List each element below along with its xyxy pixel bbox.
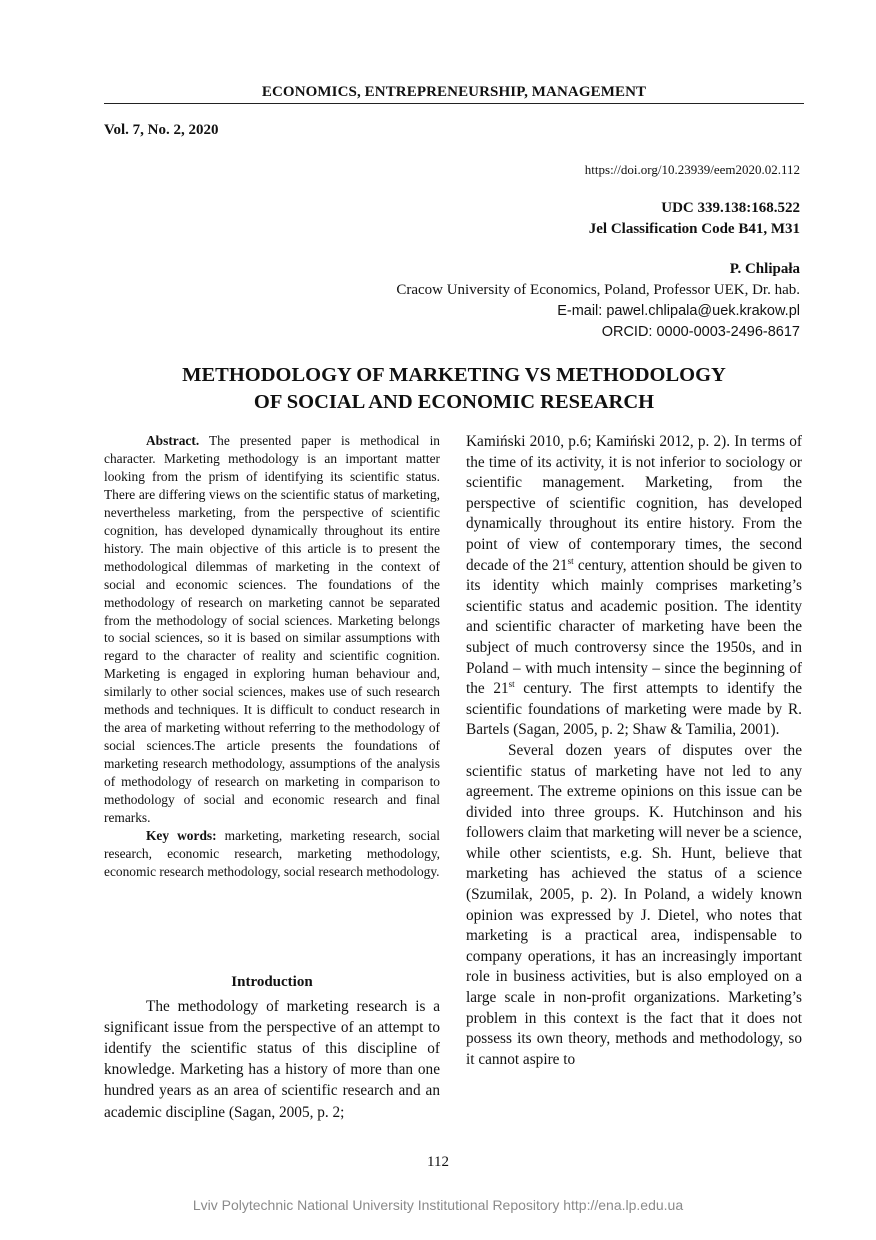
right-column bbox=[466, 432, 802, 1070]
keywords-label: Key words: bbox=[146, 827, 217, 843]
body-text: century. The first attempts to identify the scientific foundations of marketing were made by R. Bartels (Sagan, 2005, p. 2; Shaw & Tamilia, 2001). bbox=[466, 680, 803, 739]
abstract-text: The presented paper is methodical in character. Marketing methodology is an important matter looking from the prism of identifying its scientific status. There are differing views on the scientific status of marketing, nevertheless marketing, from the perspective of scientific cognition, has developed dynamically throughout its entire history. The main objective of this article is to present the methodological dilemmas of marketing in the context of social and economic sciences. The foundations of the methodology of research on marketing cannot be separated from the methodology of social sciences. Marketing belongs to social sciences, so it is based on similar assumptions with regard to the character of reality and scientific cognition. Marketing is engaged in exploring human behaviour and, similarly to other social sciences, makes use of such research methods and techniques. It is difficult to conduct research in the area of marketing without referring to the methodology of social sciences.The article presents the foundations of marketing research methodology, assumptions of the analysis of methodology of research on marketing in comparison to methodology of social and economic research and final remarks. bbox=[104, 433, 440, 826]
header-divider bbox=[104, 103, 804, 104]
doi-link[interactable]: https://doi.org/10.23939/eem2020.02.112 bbox=[584, 162, 800, 177]
author-orcid[interactable]: ORCID: 0000-0003-2496-8617 bbox=[601, 324, 800, 340]
jel-code: Jel Classification Code B41, M31 bbox=[588, 221, 800, 237]
introduction-paragraph: The methodology of marketing research is a significant issue from the perspective of an attempt to identify the scientific status of this discipline of knowledge. Marketing has a history of more than one hundred years as an area of scientific research and an academic discipline (Sagan, 2005, p. 2; bbox=[104, 998, 440, 1121]
classification-block bbox=[589, 198, 800, 240]
abstract-section bbox=[104, 432, 440, 881]
title-line-1: METHODOLOGY OF MARKETING VS METHODOLOGY bbox=[182, 364, 726, 386]
repository-footer: Lviv Polytechnic National University Institutional Repository http://ena.lp.edu.ua bbox=[192, 1197, 684, 1213]
author-affiliation: Cracow University of Economics, Poland, Professor UEK, Dr. hab. bbox=[396, 282, 800, 298]
keywords-paragraph bbox=[104, 827, 440, 881]
introduction-section bbox=[104, 972, 440, 1123]
journal-header: ECONOMICS, ENTREPRENEURSHIP, MANAGEMENT bbox=[261, 84, 647, 100]
title-line-2: OF SOCIAL AND ECONOMIC RESEARCH bbox=[253, 391, 655, 413]
ordinal-suffix: st bbox=[508, 679, 515, 690]
introduction-heading: Introduction bbox=[231, 974, 313, 990]
author-name: P. Chlipała bbox=[729, 261, 800, 277]
author-email[interactable]: E-mail: pawel.chlipala@uek.krakow.pl bbox=[557, 303, 800, 319]
ordinal-suffix: st bbox=[567, 555, 574, 566]
abstract-paragraph bbox=[104, 432, 440, 827]
volume-issue: Vol. 7, No. 2, 2020 bbox=[104, 122, 219, 138]
author-block bbox=[396, 259, 800, 343]
body-paragraph-2: Several dozen years of disputes over the scientific status of marketing have not led to any agreement. The extreme opinions on this issue can be divided into three groups. K. Hutchinson and his followers claim that marketing will never be a science, while other scientists, e.g. Sh. Hunt, believe that marketing has achieved the status of a science (Szumilak, 2005, p. 2). In Poland, a widely known opinion was expressed by J. Dietel, who notes that marketing is a practical area, indispensable to company operations, it has an increasingly important role in business activities, but is also employed on a large scale in non-profit organizations. Marketing’s problem in this context is the fact that it does not possess its own theory, methods and methodology, so it cannot aspire to bbox=[466, 741, 802, 1068]
udc-code: UDC 339.138:168.522 bbox=[661, 200, 800, 216]
article-title bbox=[104, 362, 804, 416]
body-text: century, attention should be given to its identity which mainly comprises marketing’s scientific status and academic position. The identity and scientific character of marketing have been the subject of much controversy since the 1950s, and in Poland – with much intensity – since the beginning of the 21 bbox=[466, 556, 802, 698]
abstract-label: Abstract. bbox=[146, 433, 200, 448]
body-paragraph-1 bbox=[466, 432, 802, 741]
page-number: 112 bbox=[427, 1154, 449, 1170]
body-text: Kamiński 2010, p.6; Kamiński 2012, p. 2). In terms of the time of its activity, it is not inferior to sociology or scientific management. Marketing, from the perspective of scientific cognition, has developed dynamically throughout its entire history. From the point of view of contemporary times, the second decade of the 21 bbox=[466, 433, 802, 574]
keywords-text: marketing, marketing research, social research, economic research, marketing methodology, economic research methodology, social research methodology. bbox=[104, 827, 440, 879]
